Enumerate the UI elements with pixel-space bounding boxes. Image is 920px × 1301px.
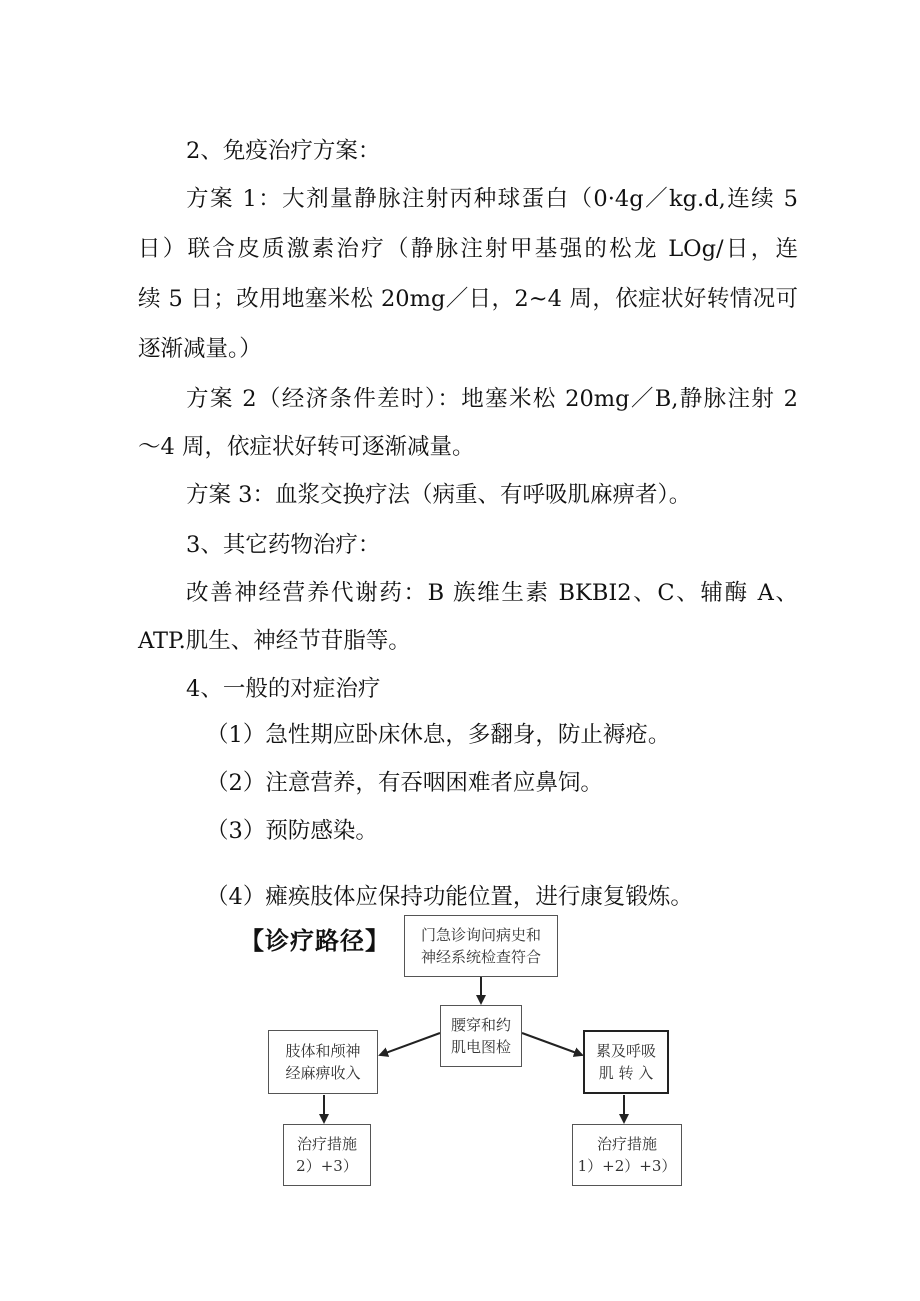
item-2: （2）注意营养，有吞咽困难者应鼻饲。 — [206, 770, 603, 796]
arrow-mid-to-left — [380, 1033, 440, 1055]
box-outpatient-line2: 神经系统检查符合 — [420, 948, 541, 966]
box-treatment-right — [572, 1124, 682, 1186]
box-respiratory-line1: 累及呼吸 — [595, 1042, 656, 1060]
heading-immunotherapy: 2、免疫治疗方案： — [186, 138, 381, 164]
plan1-line3: 续 5 日；改用地塞米松 20mg／日，2~4 周，依症状好转情况可 — [138, 286, 798, 312]
arrow-mid-to-right — [522, 1033, 582, 1055]
box-lumbar-line2: 肌电图检 — [450, 1038, 511, 1056]
plan2-line2: ～4 周，依症状好转可逐渐减量。 — [138, 434, 475, 460]
box-respiratory — [583, 1030, 669, 1094]
box-limb-line2: 经麻痹收入 — [285, 1064, 361, 1082]
item-4: （4）瘫痪肢体应保持功能位置，进行康复锻炼。 — [206, 884, 693, 910]
box-lumbar-emg — [440, 1005, 522, 1067]
plan3-line: 方案 3：血浆交换疗法（病重、有呼吸肌麻痹者）。 — [186, 482, 692, 508]
box-limb-line1: 肢体和颅神 — [285, 1042, 361, 1060]
drugs-line2: ATP.肌生、神经节苷脂等。 — [138, 628, 411, 654]
drugs-line1: 改善神经营养代谢药：B 族维生素 BKBI2、C、辅酶 A、 — [186, 580, 798, 606]
item-3: （3）预防感染。 — [206, 818, 378, 844]
flowchart-title: 【诊疗路径】 — [240, 927, 390, 955]
heading-symptomatic: 4、一般的对症治疗 — [186, 676, 381, 702]
heading-other-drugs: 3、其它药物治疗： — [186, 532, 381, 558]
plan1-line2: 日）联合皮质激素治疗（静脉注射甲基强的松龙 LOg/日，连 — [138, 236, 798, 262]
plan1-line1: 方案 1：大剂量静脉注射丙种球蛋白（0·4g／kg.d,连续 5 — [186, 186, 798, 212]
box-respiratory-line2: 肌 转 入 — [598, 1064, 654, 1082]
box-treatment-left-line2: 2）+3） — [296, 1157, 358, 1175]
box-outpatient-line1: 门急诊询问病史和 — [420, 926, 541, 944]
box-treatment-right-line1: 治疗措施 — [596, 1135, 657, 1153]
box-outpatient-history — [404, 915, 558, 977]
box-limb-cranial — [268, 1030, 378, 1094]
box-treatment-left — [283, 1124, 371, 1186]
plan2-line1: 方案 2（经济条件差时）：地塞米松 20mg／B,静脉注射 2 — [186, 386, 798, 412]
box-treatment-right-line2: 1）+2）+3） — [577, 1157, 677, 1175]
box-treatment-left-line1: 治疗措施 — [296, 1135, 357, 1153]
box-lumbar-line1: 腰穿和约 — [450, 1016, 511, 1034]
item-1: （1）急性期应卧床休息，多翻身，防止褥疮。 — [206, 722, 671, 748]
plan1-line4: 逐渐减量。） — [138, 336, 262, 362]
